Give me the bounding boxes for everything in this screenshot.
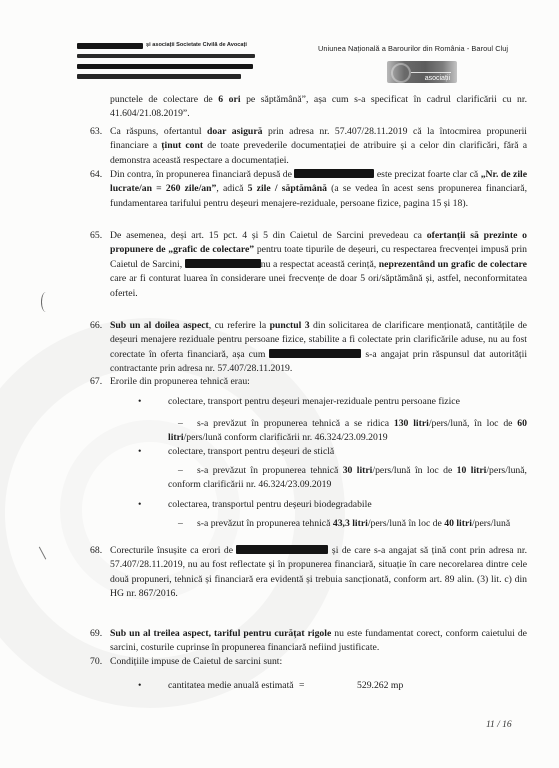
paragraph-number: 66.: [90, 320, 103, 331]
bold-segment: 5 zile / săptămână: [247, 183, 327, 195]
equals-sign: =: [299, 680, 305, 691]
text-segment: , adică: [216, 183, 248, 195]
text-segment: punctele de colectare de: [110, 94, 219, 105]
paragraph-text: [110, 544, 527, 602]
redaction-bar: [77, 74, 241, 79]
text-segment: pentru toate tipurile de deșeuri, cu respectarea frecvenței impusă prin Caietul de Sarcini,: [110, 244, 527, 270]
paragraph-continuation: [110, 93, 527, 122]
bold-segment: 6 ori: [218, 94, 241, 105]
list-item: [138, 445, 527, 459]
redaction-bar: [77, 43, 143, 49]
text-segment: din solicitarea de clarificare menționată, cantitățile de deșeuri menajere reziduale pentru persoane fizice, stabilite a fi colectate prin clarificările aduse, nu au fost corectate în oferta financiară, așa cum: [110, 320, 527, 360]
paragraph-63: [90, 125, 527, 168]
bold-segment: ofertanții să prezinte o propunere de „grafic de colectare”: [110, 230, 527, 256]
bullet-icon: •: [138, 499, 142, 510]
text-segment: /pers/lună conform clarificării nr. 46.324/23.09.2019: [183, 432, 388, 444]
paragraph-65: [90, 229, 527, 301]
paragraph-text: [110, 655, 527, 669]
text-segment: /pers/lună în loc de: [372, 465, 457, 476]
bold-segment: 10 litri: [456, 465, 487, 476]
paragraph-text: [110, 125, 527, 168]
text-segment: (a se vedea în acest sens propunerea financiară, fundamentarea tarifului pentru deșeuri menajere-reziduale, persoane fizice, pagina 15 și 18).: [110, 183, 527, 209]
text-segment: Erorile din propunerea tehnică erau:: [110, 376, 250, 387]
paragraph-number: 63.: [90, 126, 103, 137]
list-item-value: 529.262 mp: [357, 680, 404, 691]
bullet-icon: •: [138, 396, 142, 407]
text-segment: /pers/lună: [471, 518, 511, 529]
list-item: [138, 498, 527, 512]
redaction-bar: [77, 54, 255, 58]
bold-segment: ținut cont: [161, 140, 204, 152]
paragraph-number: 69.: [90, 628, 103, 639]
text-segment: și de care s-a angajat să țină cont prin adresa nr. 57.407/28.11.2019, nu au fost reflectate și în propunerea financiară, situație în care necorelarea dintre cele două propuneri, tehnică și financiară era evidentă și trebuia sancționată, conform art. 89 alin. (3) lit. c) din HG nr. 867/2016.: [110, 545, 527, 600]
bold-segment: „Nr. de zile lucrate/an = 260 zile/an”: [110, 169, 528, 195]
bold-segment: punctul 3: [269, 320, 310, 331]
text-segment: este precizat foarte clar că: [374, 169, 481, 180]
list-item: [138, 395, 527, 409]
paragraph-68: [90, 544, 527, 602]
paragraph-69: [90, 627, 527, 656]
text-segment: s-a angajat prin răspunsul dat autorității contractante prin adresa nr. 57.407/28.11.2019.: [110, 348, 528, 375]
redacted-name: [294, 169, 374, 178]
bold-segment: Sub un al treilea aspect, tariful pentru curățat rigole: [110, 628, 332, 639]
paragraph-text: [110, 229, 527, 301]
list-item-detail: [168, 517, 527, 531]
paragraph-number: 64.: [90, 169, 103, 180]
text-segment: Corecturile însușite ca erori de: [110, 545, 237, 556]
logo-text: asociații: [424, 75, 450, 82]
paragraph-text: [110, 168, 527, 211]
dash-icon: –: [178, 518, 183, 529]
margin-mark: [41, 292, 51, 312]
text-segment: pe săptămână”, așa cum s-a specificat în cadrul clarificării cu nr. 41.604/21.08.2019”.: [110, 94, 527, 120]
text-segment: s-a prevăzut în propunerea tehnică: [197, 518, 333, 529]
list-item-label: colectare, transport pentru deșeuri de sticlă: [168, 446, 335, 457]
text-segment: s-a prevăzut în propunerea tehnică a se ridica: [197, 418, 394, 429]
dash-icon: –: [178, 465, 183, 476]
text-segment: De asemenea, deși art. 15 pct. 4 și 5 din Caietul de Sarcini prevedeau ca: [110, 230, 427, 241]
list-item-label: colectare, transport pentru deșeuri menajer-reziduale pentru persoane fizice: [168, 396, 460, 407]
paragraph-text: [110, 627, 527, 656]
text-segment: /pers/lună, în loc de: [428, 418, 518, 429]
redacted-name: [269, 349, 361, 358]
dash-icon: –: [178, 418, 183, 429]
text-segment: de toate prevederile documentației de atribuire și a celor din clarificări, fără a demonstra această respectare a documentației.: [110, 140, 527, 166]
text-segment: Din contra, în propunerea financiară depusă de: [110, 169, 295, 180]
text-segment: /pers/lună în loc de: [367, 518, 445, 529]
paragraph-number: 65.: [90, 230, 103, 241]
redacted-name: [236, 545, 328, 554]
text-segment: nu este fundamentat corect, conform caietului de sarcini, costurile cuprinse în propunerea financiară nefiind justificate.: [110, 628, 527, 654]
bar-association-title: Uniunea Națională a Barourilor din România - Baroul Cluj: [318, 44, 509, 53]
firm-logo: [387, 61, 457, 83]
paragraph-text: [110, 375, 527, 389]
paragraph-number: 67.: [90, 376, 103, 387]
text-segment: Ca răspuns, ofertantul: [110, 126, 208, 137]
text-segment: care ar fi conturat luarea în considerare unei frecvențe de doar 5 ori/săptămână și, astfel, neconformitatea ofertei.: [110, 273, 527, 299]
list-item-detail: [168, 464, 527, 493]
paragraph-number: 70.: [90, 656, 103, 667]
bullet-icon: •: [138, 446, 142, 457]
paragraph-text: [110, 319, 527, 377]
bold-segment: neprezentând un grafic de colectare: [378, 258, 527, 270]
text-segment: nu a respectat această cerință,: [260, 258, 379, 270]
bold-segment: 130 litri: [393, 418, 429, 429]
text-segment: /pers/lună, conform clarificării nr. 46.324/23.09.2019: [168, 465, 527, 491]
paragraph-number: 68.: [90, 545, 103, 556]
logo-rule: [411, 72, 451, 73]
text-segment: prin adresa nr. 57.407/28.11.2019 că la întocmirea propunerii financiare a: [110, 126, 527, 152]
paragraph-70: [90, 655, 527, 669]
bold-segment: 30 litri: [342, 465, 373, 476]
bold-segment: Sub un al doilea aspect: [110, 320, 209, 331]
text-segment: s-a prevăzut în propunerea tehnică: [197, 465, 343, 476]
redacted-name: [185, 259, 261, 268]
page-number: 11 / 16: [486, 720, 512, 730]
list-item-label: cantitatea medie anuală estimată: [168, 680, 294, 691]
list-item-label: colectarea, transportul pentru deșeuri biodegradabile: [168, 499, 372, 510]
letterhead-visible-text: și asociații Societate Civilă de Avocați: [146, 42, 247, 48]
bullet-icon: •: [138, 680, 142, 691]
text-segment: Condițiile impuse de Caietul de sarcini sunt:: [110, 656, 283, 667]
bold-segment: 43,3 litri: [332, 518, 368, 529]
text-segment: , cu referire la: [208, 320, 270, 331]
bold-segment: 40 litri: [444, 518, 472, 529]
paragraph-64: [90, 168, 527, 211]
redaction-bar: [77, 64, 253, 69]
bold-segment: doar asigură: [207, 126, 263, 137]
list-item-detail: [168, 417, 527, 446]
paragraph-67: [90, 375, 527, 389]
paragraph-66: [90, 319, 527, 377]
logo-emblem-icon: [391, 63, 411, 83]
bold-segment: 60 litri: [168, 418, 527, 444]
